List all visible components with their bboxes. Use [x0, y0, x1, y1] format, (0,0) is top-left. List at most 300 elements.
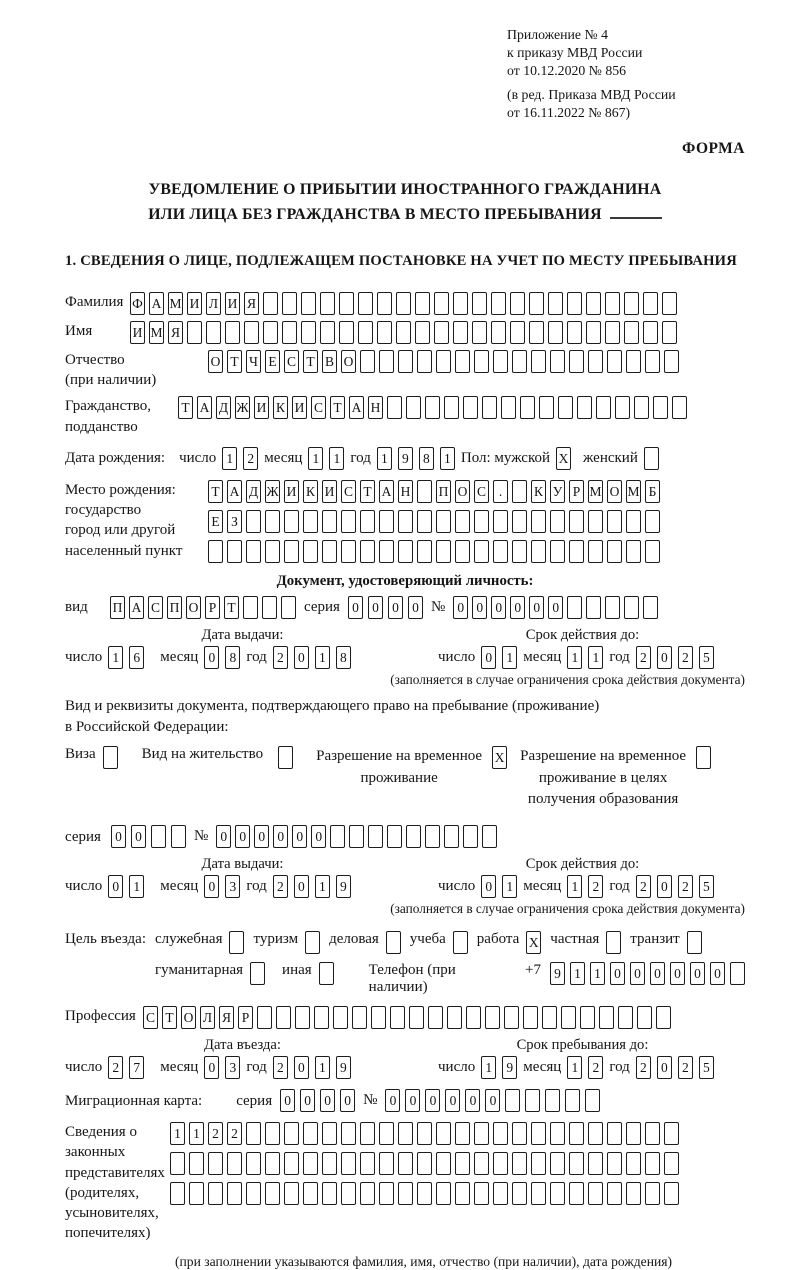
form-cell[interactable] [398, 510, 413, 533]
form-cell[interactable] [569, 1182, 584, 1205]
form-cell[interactable] [474, 1152, 489, 1175]
form-cell[interactable] [379, 1182, 394, 1205]
form-cell[interactable] [482, 825, 497, 848]
form-cell[interactable] [415, 321, 430, 344]
form-cell[interactable]: 0 [131, 825, 146, 848]
form-cell[interactable] [662, 321, 677, 344]
form-cell[interactable]: 1 [315, 646, 330, 669]
form-cell[interactable] [360, 510, 375, 533]
form-cell[interactable] [626, 1182, 641, 1205]
form-cell[interactable] [436, 540, 451, 563]
form-cell[interactable] [531, 540, 546, 563]
form-cell[interactable] [607, 350, 622, 373]
form-cell[interactable] [417, 1122, 432, 1145]
form-cell[interactable]: 7 [129, 1056, 144, 1079]
form-cell[interactable] [493, 1152, 508, 1175]
form-cell[interactable]: Я [244, 292, 259, 315]
form-cell[interactable] [444, 396, 459, 419]
form-cell[interactable]: А [349, 396, 364, 419]
form-cell[interactable] [208, 1182, 223, 1205]
form-cell[interactable] [265, 540, 280, 563]
form-cell[interactable]: 3 [225, 1056, 240, 1079]
form-cell[interactable]: 0 [273, 825, 288, 848]
form-cell[interactable] [428, 1006, 443, 1029]
form-cell[interactable] [580, 1006, 595, 1029]
form-cell[interactable]: 9 [336, 1056, 351, 1079]
form-cell[interactable] [417, 480, 432, 503]
form-cell[interactable] [284, 540, 299, 563]
form-cell[interactable] [360, 350, 375, 373]
form-cell[interactable] [341, 540, 356, 563]
form-cell[interactable]: 2 [678, 875, 693, 898]
form-cell[interactable] [512, 1182, 527, 1205]
form-cell[interactable] [379, 350, 394, 373]
form-cell[interactable]: 2 [243, 447, 258, 470]
form-cell[interactable] [360, 1182, 375, 1205]
form-cell[interactable]: 0 [216, 825, 231, 848]
form-cell[interactable] [664, 1122, 679, 1145]
form-cell[interactable] [466, 1006, 481, 1029]
form-cell[interactable]: 1 [567, 1056, 582, 1079]
form-cell[interactable]: 0 [348, 596, 363, 619]
form-cell[interactable]: И [284, 480, 299, 503]
form-cell[interactable]: 0 [204, 1056, 219, 1079]
form-cell[interactable]: 2 [208, 1122, 223, 1145]
purpose-work-checkbox[interactable]: X [526, 931, 541, 954]
form-cell[interactable]: 0 [453, 596, 468, 619]
form-cell[interactable] [463, 396, 478, 419]
form-cell[interactable] [417, 1182, 432, 1205]
form-cell[interactable]: О [181, 1006, 196, 1029]
form-cell[interactable] [485, 1006, 500, 1029]
form-cell[interactable] [512, 510, 527, 533]
form-cell[interactable] [545, 1089, 560, 1112]
form-cell[interactable]: 8 [419, 447, 434, 470]
form-cell[interactable] [284, 1182, 299, 1205]
form-cell[interactable] [505, 1089, 520, 1112]
form-cell[interactable] [531, 1122, 546, 1145]
temp-residence-checkbox[interactable]: X [492, 746, 507, 769]
form-cell[interactable] [588, 540, 603, 563]
form-cell[interactable]: 0 [292, 825, 307, 848]
form-cell[interactable] [303, 1122, 318, 1145]
form-cell[interactable]: 0 [280, 1089, 295, 1112]
form-cell[interactable]: 0 [204, 875, 219, 898]
form-cell[interactable] [303, 1182, 318, 1205]
form-cell[interactable] [645, 350, 660, 373]
form-cell[interactable]: 8 [225, 646, 240, 669]
form-cell[interactable] [455, 540, 470, 563]
form-cell[interactable]: 0 [204, 646, 219, 669]
form-cell[interactable] [398, 1182, 413, 1205]
form-cell[interactable]: 6 [129, 646, 144, 669]
form-cell[interactable] [656, 1006, 671, 1029]
form-cell[interactable]: И [322, 480, 337, 503]
form-cell[interactable]: В [322, 350, 337, 373]
form-cell[interactable] [531, 1152, 546, 1175]
form-cell[interactable]: О [455, 480, 470, 503]
form-cell[interactable] [227, 1152, 242, 1175]
form-cell[interactable] [605, 321, 620, 344]
form-cell[interactable] [189, 1152, 204, 1175]
form-cell[interactable] [387, 825, 402, 848]
form-cell[interactable] [531, 350, 546, 373]
form-cell[interactable]: 1 [590, 962, 605, 985]
visa-checkbox[interactable] [103, 746, 118, 769]
form-cell[interactable] [339, 292, 354, 315]
form-cell[interactable] [436, 510, 451, 533]
form-cell[interactable] [284, 1152, 299, 1175]
form-cell[interactable]: З [227, 510, 242, 533]
form-cell[interactable] [371, 1006, 386, 1029]
form-cell[interactable] [550, 350, 565, 373]
form-cell[interactable]: 1 [502, 875, 517, 898]
form-cell[interactable] [417, 1152, 432, 1175]
form-cell[interactable] [387, 396, 402, 419]
form-cell[interactable] [664, 1152, 679, 1175]
form-cell[interactable] [567, 596, 582, 619]
form-cell[interactable] [455, 1152, 470, 1175]
form-cell[interactable] [548, 292, 563, 315]
form-cell[interactable] [360, 540, 375, 563]
form-cell[interactable] [586, 321, 601, 344]
form-cell[interactable] [637, 1006, 652, 1029]
form-cell[interactable]: П [436, 480, 451, 503]
form-cell[interactable] [225, 321, 240, 344]
form-cell[interactable]: 2 [273, 875, 288, 898]
form-cell[interactable] [434, 292, 449, 315]
form-cell[interactable] [493, 350, 508, 373]
form-cell[interactable]: 0 [465, 1089, 480, 1112]
form-cell[interactable]: У [550, 480, 565, 503]
form-cell[interactable]: 0 [408, 596, 423, 619]
form-cell[interactable] [284, 1122, 299, 1145]
form-cell[interactable] [243, 596, 258, 619]
form-cell[interactable]: 0 [445, 1089, 460, 1112]
form-cell[interactable] [520, 396, 535, 419]
form-cell[interactable] [379, 540, 394, 563]
form-cell[interactable] [624, 596, 639, 619]
form-cell[interactable]: О [186, 596, 201, 619]
form-cell[interactable]: Я [168, 321, 183, 344]
form-cell[interactable] [320, 292, 335, 315]
form-cell[interactable]: 2 [273, 646, 288, 669]
form-cell[interactable]: 2 [588, 1056, 603, 1079]
form-cell[interactable] [645, 1182, 660, 1205]
form-cell[interactable] [330, 825, 345, 848]
form-cell[interactable]: 0 [548, 596, 563, 619]
form-cell[interactable] [624, 292, 639, 315]
form-cell[interactable]: А [379, 480, 394, 503]
sex-male-checkbox[interactable]: X [556, 447, 571, 470]
form-cell[interactable] [529, 321, 544, 344]
form-cell[interactable] [301, 292, 316, 315]
form-cell[interactable]: М [588, 480, 603, 503]
form-cell[interactable] [322, 1182, 337, 1205]
form-cell[interactable]: 1 [315, 1056, 330, 1079]
form-cell[interactable]: 1 [570, 962, 585, 985]
form-cell[interactable]: А [227, 480, 242, 503]
form-cell[interactable] [618, 1006, 633, 1029]
form-cell[interactable] [282, 321, 297, 344]
form-cell[interactable] [645, 1122, 660, 1145]
form-cell[interactable] [246, 1122, 261, 1145]
form-cell[interactable] [360, 1152, 375, 1175]
form-cell[interactable]: Т [162, 1006, 177, 1029]
form-cell[interactable]: К [531, 480, 546, 503]
form-cell[interactable]: 0 [385, 1089, 400, 1112]
form-cell[interactable] [491, 292, 506, 315]
form-cell[interactable]: 1 [222, 447, 237, 470]
form-cell[interactable]: М [626, 480, 641, 503]
form-cell[interactable] [246, 510, 261, 533]
form-cell[interactable]: Л [200, 1006, 215, 1029]
form-cell[interactable]: Т [360, 480, 375, 503]
form-cell[interactable]: 0 [481, 875, 496, 898]
form-cell[interactable] [569, 540, 584, 563]
form-cell[interactable] [558, 396, 573, 419]
form-cell[interactable]: 2 [108, 1056, 123, 1079]
form-cell[interactable] [569, 350, 584, 373]
purpose-tourism-checkbox[interactable] [305, 931, 320, 954]
form-cell[interactable]: 1 [329, 447, 344, 470]
form-cell[interactable] [303, 510, 318, 533]
form-cell[interactable] [246, 1182, 261, 1205]
form-cell[interactable] [550, 540, 565, 563]
form-cell[interactable]: 0 [294, 1056, 309, 1079]
form-cell[interactable] [455, 1182, 470, 1205]
form-cell[interactable]: А [197, 396, 212, 419]
form-cell[interactable]: 0 [111, 825, 126, 848]
form-cell[interactable] [664, 350, 679, 373]
form-cell[interactable]: 0 [491, 596, 506, 619]
form-cell[interactable]: Д [246, 480, 261, 503]
form-cell[interactable]: 0 [425, 1089, 440, 1112]
form-cell[interactable]: К [303, 480, 318, 503]
form-cell[interactable]: 5 [699, 646, 714, 669]
form-cell[interactable]: Н [398, 480, 413, 503]
form-cell[interactable]: 1 [588, 646, 603, 669]
form-cell[interactable]: М [149, 321, 164, 344]
form-cell[interactable]: 0 [657, 646, 672, 669]
form-cell[interactable] [588, 350, 603, 373]
form-cell[interactable] [377, 321, 392, 344]
form-cell[interactable] [569, 510, 584, 533]
form-cell[interactable] [455, 510, 470, 533]
form-cell[interactable] [586, 292, 601, 315]
form-cell[interactable] [588, 1152, 603, 1175]
form-cell[interactable] [550, 1182, 565, 1205]
form-cell[interactable] [227, 1182, 242, 1205]
form-cell[interactable] [263, 321, 278, 344]
form-cell[interactable] [626, 510, 641, 533]
form-cell[interactable] [303, 1152, 318, 1175]
form-cell[interactable]: К [273, 396, 288, 419]
form-cell[interactable]: 0 [235, 825, 250, 848]
form-cell[interactable] [314, 1006, 329, 1029]
form-cell[interactable]: 2 [588, 875, 603, 898]
form-cell[interactable] [406, 825, 421, 848]
form-cell[interactable]: 3 [225, 875, 240, 898]
form-cell[interactable]: 5 [699, 1056, 714, 1079]
form-cell[interactable]: С [341, 480, 356, 503]
form-cell[interactable] [208, 540, 223, 563]
form-cell[interactable] [360, 1122, 375, 1145]
form-cell[interactable] [569, 1152, 584, 1175]
form-cell[interactable]: Р [569, 480, 584, 503]
form-cell[interactable]: 0 [254, 825, 269, 848]
form-cell[interactable]: С [474, 480, 489, 503]
form-cell[interactable] [624, 321, 639, 344]
form-cell[interactable] [512, 480, 527, 503]
form-cell[interactable]: 9 [398, 447, 413, 470]
form-cell[interactable] [512, 1122, 527, 1145]
form-cell[interactable]: 0 [300, 1089, 315, 1112]
form-cell[interactable] [257, 1006, 272, 1029]
form-cell[interactable] [417, 540, 432, 563]
form-cell[interactable] [474, 540, 489, 563]
form-cell[interactable] [463, 825, 478, 848]
form-cell[interactable]: Д [216, 396, 231, 419]
form-cell[interactable] [588, 1182, 603, 1205]
form-cell[interactable] [482, 396, 497, 419]
form-cell[interactable] [436, 1182, 451, 1205]
form-cell[interactable] [301, 321, 316, 344]
form-cell[interactable] [585, 1089, 600, 1112]
form-cell[interactable] [569, 1122, 584, 1145]
form-cell[interactable] [529, 292, 544, 315]
form-cell[interactable]: 0 [485, 1089, 500, 1112]
form-cell[interactable] [493, 540, 508, 563]
form-cell[interactable] [206, 321, 221, 344]
form-cell[interactable] [425, 396, 440, 419]
form-cell[interactable] [453, 292, 468, 315]
form-cell[interactable]: 2 [227, 1122, 242, 1145]
form-cell[interactable] [379, 1122, 394, 1145]
form-cell[interactable] [170, 1152, 185, 1175]
form-cell[interactable] [512, 350, 527, 373]
form-cell[interactable]: 0 [690, 962, 705, 985]
form-cell[interactable] [626, 1122, 641, 1145]
form-cell[interactable] [493, 510, 508, 533]
form-cell[interactable]: А [129, 596, 144, 619]
form-cell[interactable]: 1 [308, 447, 323, 470]
form-cell[interactable]: 8 [336, 646, 351, 669]
form-cell[interactable] [320, 321, 335, 344]
form-cell[interactable]: А [149, 292, 164, 315]
form-cell[interactable]: Е [208, 510, 223, 533]
form-cell[interactable]: 1 [170, 1122, 185, 1145]
form-cell[interactable] [396, 292, 411, 315]
form-cell[interactable]: 0 [388, 596, 403, 619]
form-cell[interactable]: 0 [650, 962, 665, 985]
form-cell[interactable] [472, 292, 487, 315]
form-cell[interactable]: И [130, 321, 145, 344]
form-cell[interactable] [284, 510, 299, 533]
purpose-humanitarian-checkbox[interactable] [250, 962, 265, 985]
form-cell[interactable] [352, 1006, 367, 1029]
form-cell[interactable] [550, 510, 565, 533]
form-cell[interactable]: 1 [567, 646, 582, 669]
form-cell[interactable] [501, 396, 516, 419]
form-cell[interactable]: 0 [368, 596, 383, 619]
form-cell[interactable] [436, 1122, 451, 1145]
form-cell[interactable] [474, 1122, 489, 1145]
form-cell[interactable]: Т [227, 350, 242, 373]
form-cell[interactable] [265, 1122, 280, 1145]
form-cell[interactable]: 0 [108, 875, 123, 898]
form-cell[interactable] [474, 350, 489, 373]
form-cell[interactable]: . [493, 480, 508, 503]
form-cell[interactable] [615, 396, 630, 419]
form-cell[interactable]: 5 [699, 875, 714, 898]
temp-residence-education-checkbox[interactable] [696, 746, 711, 769]
form-cell[interactable] [626, 1152, 641, 1175]
form-cell[interactable] [265, 1152, 280, 1175]
form-cell[interactable] [187, 321, 202, 344]
form-cell[interactable] [607, 1152, 622, 1175]
form-cell[interactable] [510, 321, 525, 344]
form-cell[interactable]: 0 [340, 1089, 355, 1112]
form-cell[interactable]: Б [645, 480, 660, 503]
form-cell[interactable] [634, 396, 649, 419]
form-cell[interactable]: 0 [510, 596, 525, 619]
form-cell[interactable]: Т [330, 396, 345, 419]
form-cell[interactable] [607, 1182, 622, 1205]
form-cell[interactable]: Т [224, 596, 239, 619]
form-cell[interactable] [512, 540, 527, 563]
form-cell[interactable] [444, 825, 459, 848]
form-cell[interactable]: 2 [273, 1056, 288, 1079]
form-cell[interactable]: 2 [636, 646, 651, 669]
form-cell[interactable]: 0 [657, 875, 672, 898]
form-cell[interactable] [607, 540, 622, 563]
form-cell[interactable] [390, 1006, 405, 1029]
form-cell[interactable] [586, 596, 601, 619]
form-cell[interactable] [453, 321, 468, 344]
form-cell[interactable]: 0 [710, 962, 725, 985]
form-cell[interactable] [653, 396, 668, 419]
form-cell[interactable] [626, 540, 641, 563]
form-cell[interactable] [398, 1152, 413, 1175]
form-cell[interactable] [349, 825, 364, 848]
form-cell[interactable]: Р [238, 1006, 253, 1029]
form-cell[interactable]: П [110, 596, 125, 619]
form-cell[interactable] [436, 1152, 451, 1175]
form-cell[interactable] [379, 510, 394, 533]
form-cell[interactable] [246, 1152, 261, 1175]
form-cell[interactable] [550, 1122, 565, 1145]
form-cell[interactable] [588, 1122, 603, 1145]
form-cell[interactable] [455, 1122, 470, 1145]
form-cell[interactable] [510, 292, 525, 315]
form-cell[interactable] [662, 292, 677, 315]
form-cell[interactable] [322, 510, 337, 533]
form-cell[interactable] [434, 321, 449, 344]
form-cell[interactable]: Ф [130, 292, 145, 315]
form-cell[interactable] [263, 292, 278, 315]
form-cell[interactable]: 0 [294, 875, 309, 898]
form-cell[interactable] [493, 1122, 508, 1145]
form-cell[interactable]: 2 [636, 875, 651, 898]
form-cell[interactable] [282, 292, 297, 315]
form-cell[interactable] [548, 321, 563, 344]
form-cell[interactable]: И [292, 396, 307, 419]
form-cell[interactable]: 0 [657, 1056, 672, 1079]
purpose-study-checkbox[interactable] [453, 931, 468, 954]
form-cell[interactable]: 1 [567, 875, 582, 898]
form-cell[interactable] [447, 1006, 462, 1029]
